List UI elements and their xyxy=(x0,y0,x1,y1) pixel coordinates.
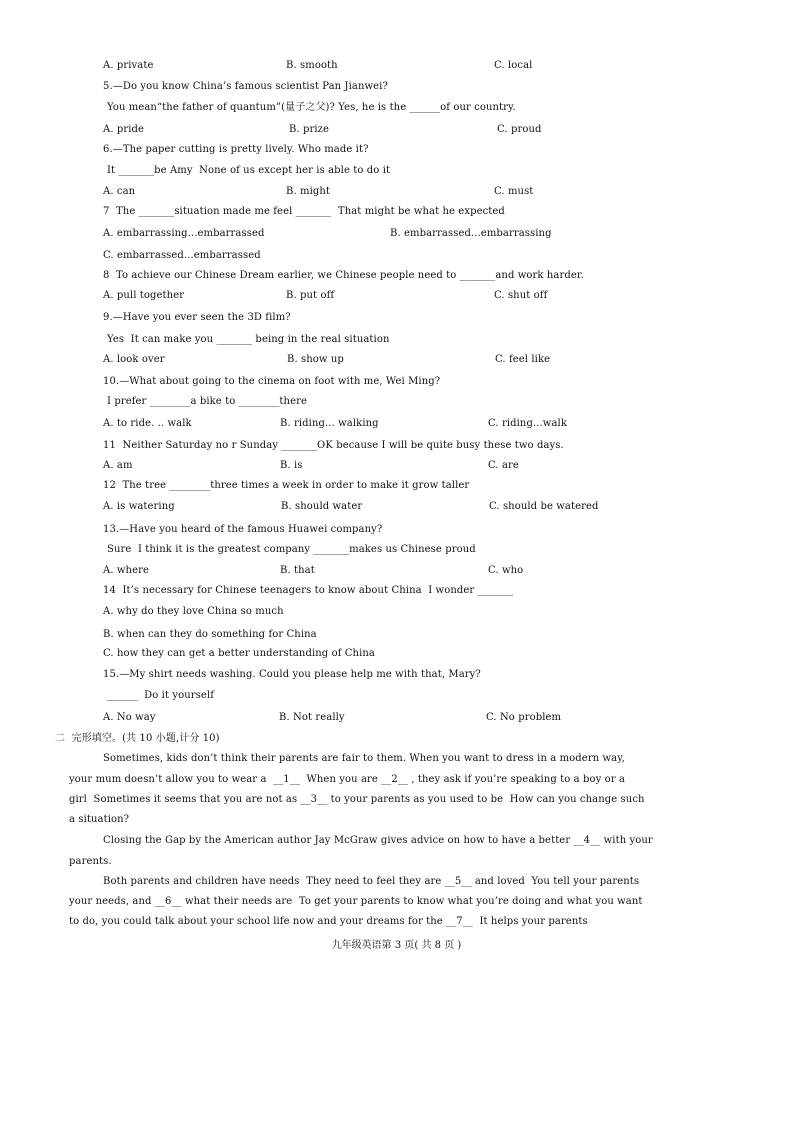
q13-option-b: B. that xyxy=(280,565,315,576)
q9-option-c: C. feel like xyxy=(495,354,551,365)
q8-option-a: A. pull together xyxy=(103,290,185,301)
q12-option-b: B. should water xyxy=(281,501,363,512)
q9-reply: Yes It can make you _______ being in the real situation xyxy=(107,334,390,345)
q5-reply: You mean“the father of quantum”(量子之父)? Yes, he is the ______of our country. xyxy=(107,102,516,113)
q7-option-a: A. embarrassing...embarrassed xyxy=(103,228,265,239)
q13-option-a: A. where xyxy=(103,565,149,576)
q15-option-c: C. No problem xyxy=(486,712,562,723)
q11-option-b: B. is xyxy=(280,460,303,471)
q15-stem: 15.—My shirt needs washing. Could you please help me with that, Mary? xyxy=(103,669,481,680)
q6-option-b: B. might xyxy=(286,186,331,197)
q5-option-c: C. proud xyxy=(497,124,542,135)
q11-stem: 11 Neither Saturday no r Sunday _______OK because I will be quite busy these two days. xyxy=(103,440,564,451)
q4-option-a: A. private xyxy=(103,60,154,71)
q12-stem: 12 The tree ________three times a week in order to make it grow taller xyxy=(103,480,470,491)
q8-stem: 8 To achieve our Chinese Dream earlier, we Chinese people need to _______and work harder. xyxy=(103,270,584,281)
passage-line: to do, you could talk about your school life now and your dreams for the __7__ It helps your parents xyxy=(69,916,588,927)
q4-option-c: C. local xyxy=(494,60,533,71)
passage-line: parents. xyxy=(69,856,112,867)
q10-option-b: B. riding... walking xyxy=(280,418,379,429)
q14-option-b: B. when can they do something for China xyxy=(103,629,317,640)
q14-option-a: A. why do they love China so much xyxy=(103,606,284,617)
q6-reply: It _______be Amy None of us except her is able to do it xyxy=(107,165,391,176)
page-footer: 九年级英语第 3 页( 共 8 页 ) xyxy=(331,940,462,951)
q13-stem: 13.—Have you heard of the famous Huawei company? xyxy=(103,524,383,535)
q14-stem: 14 It’s necessary for Chinese teenagers to know about China I wonder _______ xyxy=(103,585,514,596)
passage-line: Closing the Gap by the American author Jay McGraw gives advice on how to have a better __4__ with your xyxy=(103,835,653,846)
q10-option-c: C. riding...walk xyxy=(488,418,567,429)
q7-option-b: B. embarrassed...embarrassing xyxy=(390,228,552,239)
passage-line: girl Sometimes it seems that you are not as __3__ to your parents as you used to be How can you change such xyxy=(69,794,645,805)
q9-option-b: B. show up xyxy=(287,354,344,365)
q12-option-a: A. is watering xyxy=(103,501,175,512)
section-heading: 二 完形填空。(共 10 小题,计分 10) xyxy=(55,733,220,744)
q15-reply: ______ Do it yourself xyxy=(107,690,215,701)
passage-line: Sometimes, kids don’t think their parents are fair to them. When you want to dress in a modern way, xyxy=(103,753,625,764)
q7-option-c: C. embarrassed...embarrassed xyxy=(103,250,261,261)
q6-option-a: A. can xyxy=(103,186,136,197)
q10-option-a: A. to ride. .. walk xyxy=(103,418,192,429)
q10-stem: 10.—What about going to the cinema on foot with me, Wei Ming? xyxy=(103,376,441,387)
passage-line: your mum doesn’t allow you to wear a __1__ When you are __2__ , they ask if you’re speaking to a boy or a xyxy=(69,774,626,785)
q4-option-b: B. smooth xyxy=(286,60,338,71)
q9-option-a: A. look over xyxy=(103,354,165,365)
passage-line: Both parents and children have needs They need to feel they are __5__ and loved You tell your parents xyxy=(103,876,640,887)
q10-reply: I prefer ________a bike to ________there xyxy=(107,396,307,407)
q8-option-b: B. put off xyxy=(286,290,335,301)
q11-option-c: C. are xyxy=(488,460,519,471)
q5-option-b: B. prize xyxy=(289,124,330,135)
q5-stem: 5.—Do you know China’s famous scientist Pan Jianwei? xyxy=(103,81,388,92)
q7-stem: 7 The _______situation made me feel _______ That might be what he expected xyxy=(103,206,505,217)
q14-option-c: C. how they can get a better understanding of China xyxy=(103,648,375,659)
q5-option-a: A. pride xyxy=(103,124,145,135)
q13-option-c: C. who xyxy=(488,565,524,576)
q15-option-a: A. No way xyxy=(103,712,156,723)
q6-stem: 6.—The paper cutting is pretty lively. Who made it? xyxy=(103,144,369,155)
q12-option-c: C. should be watered xyxy=(489,501,599,512)
q11-option-a: A. am xyxy=(103,460,133,471)
q8-option-c: C. shut off xyxy=(494,290,548,301)
q15-option-b: B. Not really xyxy=(279,712,345,723)
q13-reply: Sure I think it is the greatest company _______makes us Chinese proud xyxy=(107,544,476,555)
passage-line: a situation? xyxy=(69,814,130,825)
q9-stem: 9.—Have you ever seen the 3D film? xyxy=(103,312,291,323)
q6-option-c: C. must xyxy=(494,186,534,197)
passage-line: your needs, and __6__ what their needs are To get your parents to know what you’re doing and what you want xyxy=(69,896,643,907)
